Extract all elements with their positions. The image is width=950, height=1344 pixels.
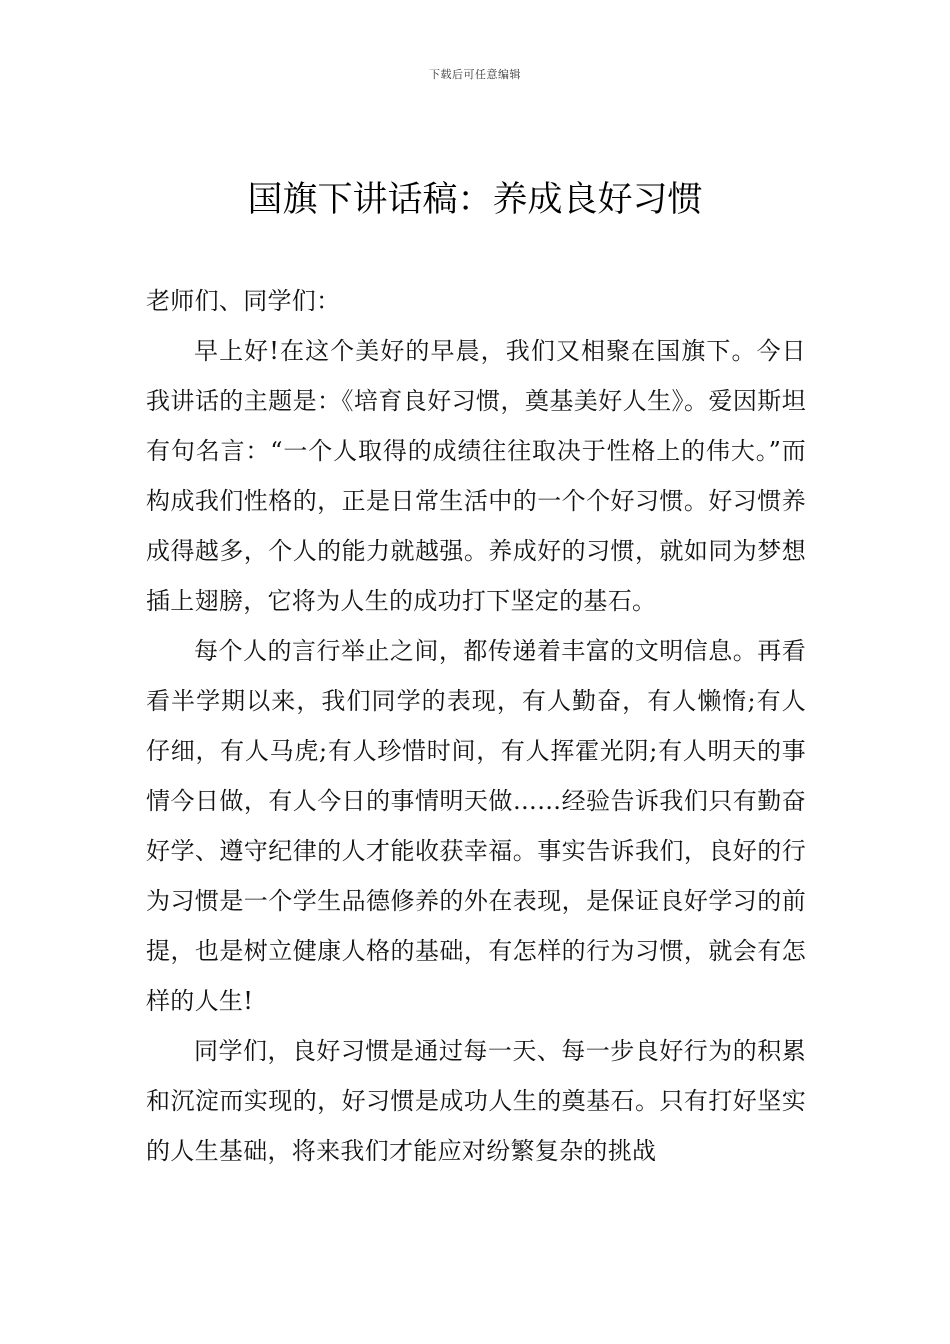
document-title: 国旗下讲话稿：养成良好习惯 <box>247 180 703 220</box>
paragraph-1: 早上好!在这个美好的早晨，我们又相聚在国旗下。今日我讲话的主题是：《培育良好习惯，奠基美好人生》。爱因斯坦有句名言：“一个人取得的成绩往往取决于性格上的伟大。”而构成我们性格的，正是日常生活中的一个个好习惯。好习惯养成得越多，个人的能力就越强。养成好的习惯，就如同为梦想插上翅膀，它将为人生的成功打下坚定的基石。 <box>146 337 806 615</box>
paragraph-2: 每个人的言行举止之间，都传递着丰富的文明信息。再看看半学期以来，我们同学的表现，有人勤奋，有人懒惰;有人仔细，有人马虎;有人珍惜时间，有人挥霍光阴;有人明天的事情今日做，有人今日的事情明天做……经验告诉我们只有勤奋好学、遵守纪律的人才能收获幸福。事实告诉我们，良好的行为习惯是一个学生品德修养的外在表现，是保证良好学习的前提，也是树立健康人格的基础，有怎样的行为习惯，就会有怎样的人生! <box>146 637 806 1015</box>
paragraph-3: 同学们，良好习惯是通过每一天、每一步良好行为的积累和沉淀而实现的，好习惯是成功人生的奠基石。只有打好坚实的人生基础，将来我们才能应对纷繁复杂的挑战 <box>146 1037 806 1165</box>
salutation: 老师们、同学们： <box>146 287 341 315</box>
page-header-note: 下载后可任意编辑 <box>429 68 521 81</box>
document-body <box>146 276 806 1176</box>
